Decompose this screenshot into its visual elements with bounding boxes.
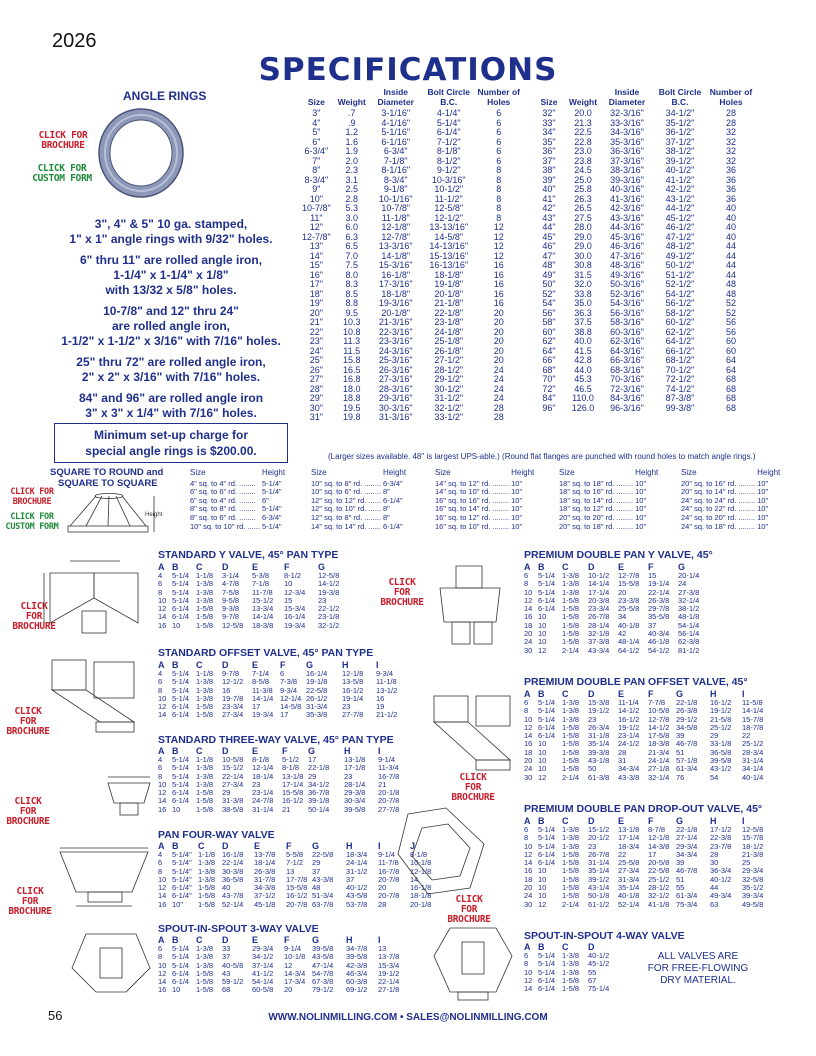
std-y-table: A B C D E F G 4 5-1/4 1-1/8 3-1/4 5-3/8 8-1/2 12-5/8 6 5-1/4 1-3/8 4-7/8 7-1/8 10 14-1/2 8 5-1/4 1-3/8 7-5/8 11-7/8 12-3/4 19-3/8 10 5-1/4 1-3/8 9-5/8 15-1/2 15 23 12 6-1/4 1-5/8 9-3/8 13-3/4 15-3/4 22-1/2 14 6-1/4 1-5/8 9-7/8 14-1/4 16-1/4 23-1/8 16 10 1-5/8 12-5/8 18-3/8 19-3/4 32-1/2	[158, 562, 348, 630]
angle-rings-description: 3", 4" & 5" 10 ga. stamped, 1" x 1" angle rings with 9/32" holes. 6" thru 11" are rolled angle iron, 1-1/4" x 1-1/4" x 1/8" with 13/32 x 5/8" holes. 10-7/8" and 12" thru 24" are rolled angle iron, 1-1/2" x 1-1/2" x 3/16" with 7/16" holes. 25" thru 72" are rolled angle iron, 2" x 2" x 3/16" with 7/16" holes. 84" and 96" are rolled angle iron 3" x 3" x 1/4" with 7/16" holes.	[61, 217, 281, 420]
custom-form-link-angle-rings[interactable]: CLICK FOR CUSTOM FORM	[32, 163, 92, 184]
angle-ring-table-left: Size Weight Inside Diameter Bolt Circle B.C. Number of Holes 3" .7 3-1/16" 4-1/4" 6 4" .9 4-1/16" 5-1/4" 6 5" 1.2 5-1/16" 6-1/4" 6 6" 1.6 6-1/16" 7-1/2" 6 6-3/4" 1.9 6-3/4" 8-1/8" 6 7" 2.0 7-1/8" 8-1/2" 6 8" 2.3 8-1/16" 9-1/2" 8 8-3/4" 3.1 8-3/4" 10-3/16" 8 9" 2.5 9-1/8" 10-1/2" 8 10" 2.8 10-1/16" 11-1/2" 8 10-7/8" 5.3 10-7/8" 12-5/8" 8 11" 3.0 11-1/8" 12-1/2" 8 12" 6.0 12-1/8" 13-13/16" 12 12-7/8" 6.3 12-7/8" 14-5/8" 12 13" 6.5 13-3/16" 14-13/16" 12 14" 7.0 14-1/8" 15-13/16" 12 15" 7.5 15-3/16" 16-13/16" 16 16" 8.0 16-1/8" 18-1/8" 16 17" 8.3 17-3/16" 19-1/8" 16 18" 8.5 18-1/8" 20-1/8" 16 19" 8.8 19-3/16" 21-1/8" 16 20" 9.5 20-1/8" 22-1/8" 20 21" 10.3 21-3/16" 23-1/8" 20 22" 10.8 22-3/16" 24-1/8" 20 23" 11.3 23-3/16" 25-1/8" 20 24" 11.5 24-3/16" 26-1/8" 20 25" 15.8 25-3/16" 27-1/2" 20 26" 16.5 26-3/16" 28-1/2" 24 27" 16.8 27-3/16" 29-1/2" 24 28" 18.0 28-3/16" 30-1/2" 24 29" 18.8 29-3/16" 31-1/2" 24 30" 19.5 30-3/16" 32-1/2" 28 31" 19.8 31-3/16" 33-1/2" 28	[302, 87, 520, 422]
square-table-5: Size Height 20" sq. to 16" rd. ........ 10" 20" sq. to 14" rd. ........ 10" 24" sq. to 24" rd. ........ 10" 24" sq. to 22" rd. ........ 10" 24" sq. to 20" rd. ........ 10" 24" sq. to 18" rd. ........ 10"	[681, 468, 781, 531]
table-row: 31" 19.8 31-3/16" 33-1/2" 28	[309, 412, 504, 422]
spout-four-table: A B C D 6 5-1/4 1-3/8 40-1/2 8 5-1/4 1-3/8 45-1/2 10 5-1/4 1-3/8 55 12 6-1/4 1-5/8 67 14 6-1/4 1-5/8 75-1/4	[524, 942, 618, 993]
prem-y-table: A B C D E F G 6 5-1/4 1-3/8 10-1/2 12-7/8 15 20-1/4 8 5-1/4 1-3/8 14-1/4 15-5/8 19-1/4 24 10 5-1/4 1-3/8 17-1/4 20 22-1/4 27-3/8 12 6-1/4 1-5/8 20-3/8 23-3/8 26-3/8 32-1/4 14 6-1/4 1-5/8 23-3/4 25-5/8 29-7/8 38-1/2 16 10 1-5/8 26-7/8 34 35-5/8 48-1/8 18 10 1-5/8 28-1/4 40-1/8 37 54-1/4 20 10 1-5/8 32-1/8 42 40-3/4 56-1/4 24 10 1-5/8 37-3/8 48-1/4 46-1/8 62-3/8 30 12 2-1/4 43-3/4 64-1/2 54-1/2 81-1/2	[524, 562, 710, 655]
table-row: 20" 9.5 20-1/8" 22-1/8" 20	[309, 307, 504, 318]
table-row: 16 10 1-5/8 12-5/8 18-3/8 19-3/4 32-1/2	[158, 620, 340, 630]
table-row: 8 5-1/4 1-3/8 19-1/2 14-1/2 10-5/8 26-3/8 19-1/2 14-1/4	[524, 706, 764, 716]
prem-drop-valve-drawing	[388, 804, 494, 900]
table-row: 7" 2.0 7-1/8" 8-1/2" 6	[312, 155, 502, 166]
table-row: 43" 27.5 43-3/16" 45-1/2" 40	[542, 212, 736, 223]
table-row: 36" 23.0 36-3/16" 38-1/2" 32	[542, 146, 736, 156]
prem-y-title: PREMIUM DOUBLE PAN Y VALVE, 45°	[524, 549, 713, 561]
std-offset-table: A B C D E F G H I 4 5-1/4 1-1/8 9-7/8 7-1/4 6 16-1/4 12-1/8 9-3/4 6 5-1/4 1-3/8 12-1/2 8-5/8 7-3/8 19-1/8 13-5/8 11-1/8 8 5-1/4 1-3/8 16 11-3/8 9-3/4 22-5/8 16-1/2 13-1/2 10 5-1/4 1-3/8 19-7/8 14-1/4 12-1/4 26-1/2 19-1/4 16 12 6-1/4 1-5/8 23-3/4 17 14-5/8 31-3/4 23 19 14 6-1/4 1-5/8 27-3/4 19-3/4 17 35-3/8 27-7/8 21-1/2	[158, 660, 404, 720]
table-row: 14" 7.0 14-1/8" 15-13/16" 12	[309, 250, 504, 261]
spout-three-valve-drawing	[66, 928, 156, 998]
table-row: 14" sq. to 10" rd. ........ 10"	[435, 487, 523, 497]
prem-offset-table: A B C D E F G H I 6 5-1/4 1-3/8 15-3/8 11-1/4 7-7/8 22-1/8 16-1/2 11-5/8 8 5-1/4 1-3/8 19-1/2 14-1/2 10-5/8 26-3/8 19-1/2 14-1/4 10 5-1/4 1-3/8 23 16-1/2 12-7/8 29-1/2 21-5/8 15-7/8 12 6-1/4 1-5/8 26-3/4 19-1/2 14-1/2 34-5/8 25-1/2 18-7/8 14 6-1/4 1-5/8 31-1/8 23-1/4 17-5/8 39 29 22 16 10 1-5/8 35-1/4 24-1/2 18-3/8 46-7/8 33-1/8 25-1/2 18 10 1-5/8 39-3/8 28 21-3/4 51 36-5/8 28-3/4 20 10 1-5/8 43-1/8 31 24-1/4 57-1/8 39-5/8 31-1/4 24 10 1-5/8 50 34-3/4 27-1/8 61-3/4 43-1/2 34-1/4 30 12 2-1/4 61-3/8 43-3/8 32-1/4 76 54 40-1/4	[524, 689, 772, 782]
table-row: 24" sq. to 18" rd. ........ 10"	[681, 521, 769, 531]
year-label: 2026	[52, 30, 97, 52]
table-row: 24 10 1-5/8 37-3/8 48-1/4 46-1/8 62-3/8	[524, 637, 700, 647]
table-row: 16 10 1-5/8 35-1/4 27-3/4 22-5/8 46-7/8 36-3/4 29-3/4	[524, 866, 764, 876]
table-row: 8 5-1/4" 1-3/8 30-3/8 26-3/8 13 37 31-1/2 16-7/8 12-1/8	[158, 866, 432, 876]
table-row: 5" 1.2 5-1/16" 6-1/4" 6	[312, 127, 502, 137]
table-row: 16 10 1-5/8 68 60-5/8 20 79-1/2 69-1/2 27-1/8	[158, 985, 400, 995]
table-row: 12-7/8" 6.3 12-7/8" 14-5/8" 12	[302, 231, 504, 242]
std-offset-title: STANDARD OFFSET VALVE, 45° PAN TYPE	[158, 647, 374, 659]
table-row: 20 10 1-5/8 43-1/4 35-1/4 28-1/2 55 44 35-1/2	[524, 883, 764, 893]
table-row: 12" sq. to 10" rd. ...... 8"	[311, 504, 390, 514]
table-row: 24" 11.5 24-3/16" 26-1/8" 20	[309, 345, 504, 356]
std-y-title: STANDARD Y VALVE, 45° PAN TYPE	[158, 549, 339, 561]
table-row: 10 5-1/4 1-3/8 9-5/8 15-1/2 15 23	[158, 595, 327, 605]
brochure-link-prem-y[interactable]: CLICK FOR BROCHURE	[380, 577, 424, 608]
table-row: 12 6-1/4 1-5/8 9-3/8 13-3/4 15-3/4 22-1/2	[158, 604, 340, 614]
table-row: 10 5-1/4 1-3/8 40-5/8 37-1/4 12 47-1/4 42-3/8 15-3/4	[158, 960, 400, 970]
table-row: 26" 16.5 26-3/16" 28-1/2" 24	[309, 364, 504, 375]
table-row: 10" sq. to 8" rd. ........ 6-3/4"	[311, 478, 403, 488]
table-row: 6 5-1/4 1-3/8 40-1/2	[524, 951, 610, 960]
table-row: 8 5-1/4 1-3/8 22-1/4 18-1/4 13-1/8 29 23 16-7/8	[158, 771, 400, 781]
table-row: 29" 18.8 29-3/16" 31-1/2" 24	[309, 393, 504, 403]
brochure-link-pan-four[interactable]: CLICK FOR BROCHURE	[8, 886, 52, 917]
table-row: 18" sq. to 12" rd. ........ 10"	[559, 504, 647, 514]
angle-ring-image	[96, 107, 186, 199]
table-row: 6 5-1/4 1-3/8 10-1/2 12-7/8 15 20-1/4	[524, 571, 700, 580]
brochure-link-std-y[interactable]: CLICK FOR BROCHURE	[12, 601, 56, 632]
table-row: 4" .9 4-1/16" 5-1/4" 6	[312, 117, 502, 128]
table-row: 12" sq. to 8" rd. ........ 8"	[311, 512, 390, 522]
table-row: 3" .7 3-1/16" 4-1/4" 6	[312, 108, 502, 118]
std-offset-valve-drawing	[44, 652, 144, 736]
std-y-valve-drawing	[40, 553, 148, 641]
table-row: 24" sq. to 22" rd. ........ 10"	[681, 504, 769, 514]
table-row: 35" 22.8 35-3/16" 37-1/2" 32	[542, 136, 736, 147]
table-row: 16 10 1-5/8 35-1/4 24-1/2 18-3/8 46-7/8 33-1/8 25-1/2	[524, 739, 764, 749]
spout-three-table: A B C D E F G H I 6 5-1/4 1-3/8 33 29-3/4 9-1/4 39-5/8 34-7/8 13 8 5-1/4 1-3/8 37 34-1/2 10-1/8 43-5/8 39-5/8 13-7/8 10 5-1/4 1-3/8 40-5/8 37-1/4 12 47-1/4 42-3/8 15-3/4 12 6-1/4 1-5/8 43 41-1/2 14-3/4 54-7/8 46-3/4 19-1/2 14 6-1/4 1-5/8 59-1/2 54-1/4 17-3/4 67-3/8 60-3/8 22-1/4 16 10 1-5/8 68 60-5/8 20 79-1/2 69-1/2 27-1/8	[158, 935, 406, 995]
table-row: 4 5-1/4 1-1/8 3-1/4 5-3/8 8-1/2 12-5/8	[158, 571, 340, 580]
table-row: 14 6-1/4 1-5/8 23-3/4 25-5/8 29-7/8 38-1/2	[524, 604, 700, 614]
table-row: 8" sq. to 6" rd. ........ 6-3/4"	[190, 512, 282, 522]
table-row: 16" sq. to 12" rd. ........ 10"	[435, 512, 523, 522]
pan-four-title: PAN FOUR-WAY VALVE	[158, 829, 275, 841]
table-row: 16" 8.0 16-1/8" 18-1/8" 16	[309, 269, 504, 280]
table-row: 4" sq. to 4" rd. ........ 5-1/4"	[190, 478, 282, 488]
table-row: 8 5-1/4 1-3/8 7-5/8 11-7/8 12-3/4 19-3/8	[158, 587, 340, 597]
table-row: 18" sq. to 14" rd. ........ 10"	[559, 495, 647, 505]
table-row: 22" 10.8 22-3/16" 24-1/8" 20	[309, 326, 504, 337]
table-row: 15" 7.5 15-3/16" 16-13/16" 16	[309, 260, 504, 270]
page-title: SPECIFICATIONS	[258, 52, 558, 88]
angle-ring-note: (Larger sizes available. 48" is largest UPS-able.) (Round flat flanges are punched with round holes to match angle rings.)	[328, 452, 756, 461]
table-row: 12" sq. to 12" rd. ...... 6-1/4"	[311, 495, 403, 505]
table-row: 17" 8.3 17-3/16" 19-1/8" 16	[309, 279, 504, 289]
table-row: 12 6-1/4 1-5/8 20-3/8 23-3/8 26-3/8 32-1/4	[524, 595, 700, 605]
table-row: 42" 26.5 42-3/16" 44-1/2" 40	[542, 203, 736, 213]
pan-four-table: A B C D E F G H I J 4 5-1/4" 1-1/8 16-1/8 13-7/8 5-5/8 22-5/8 18-3/4 9-1/4 8-1/8 6 5-1/4" 1-3/8 22-1/4 18-1/4 7-1/2 29 24-1/4 11-7/8 10-1/8 8 5-1/4" 1-3/8 30-3/8 26-3/8 13 37 31-1/2 16-7/8 12-1/8 10 5-1/4" 1-3/8 36-5/8 31-7/8 17-7/8 43-3/8 37 20-7/8 14 12 6-1/4" 1-5/8 40 34-3/8 15-5/8 48 40-1/2 20 16-1/8 14 6-1/4" 1-5/8 43-7/8 37-1/2 16-1/2 51-3/4 43-5/8 20-7/8 18-1/8 16 10" 1-5/8 52-1/4 45-1/8 20-7/8 63-7/8 53-7/8 28 20-1/8	[158, 841, 438, 909]
table-row: 6" sq. to 6" rd. ........ 5-1/4"	[190, 487, 282, 497]
brochure-link-std-offset[interactable]: CLICK FOR BROCHURE	[6, 706, 50, 737]
table-row: 16" sq. to 14" rd. ........ 10"	[435, 504, 523, 514]
table-row: 23" 11.3 23-3/16" 25-1/8" 20	[309, 336, 504, 346]
table-row: 12" 6.0 12-1/8" 13-13/16" 12	[309, 222, 504, 232]
table-row: 6" 1.6 6-1/16" 7-1/2" 6	[312, 136, 502, 147]
square-table-2: Size Height 10" sq. to 8" rd. ........ 6-3/4" 10" sq. to 6" rd. ........ 8" 12" sq. to 12" rd. ...... 6-1/4" 12" sq. to 10" rd. ...... 8" 12" sq. to 8" rd. ........ 8" 14" sq. to 14" rd. ...... 6-1/4"	[311, 468, 407, 531]
std-three-valve-drawing	[104, 773, 154, 819]
table-row: 12 6-1/4 1-5/8 67	[524, 975, 597, 985]
table-row: 24" sq. to 24" rd. ........ 10"	[681, 495, 769, 505]
prem-drop-table: A B C D E F G H I 6 5-1/4 1-3/8 15-1/2 13-1/8 8-7/8 22-1/8 17-1/2 12-5/8 8 5-1/4 1-3/8 20-1/2 17-1/4 12-1/8 27-1/4 22-3/8 15-7/8 10 5-1/4 1-3/8 23 18-3/4 14-3/8 29-3/4 23-7/8 18-1/2 12 6-1/4 1-5/8 26-7/8 22 17 34-3/4 28 21-3/8 14 6-1/4 1-5/8 31-1/4 25-5/8 20-5/8 39 30 25 16 10 1-5/8 35-1/4 27-3/4 22-5/8 46-7/8 36-3/4 29-3/4 18 10 1-5/8 39-1/2 31-3/4 25-1/2 51 40-1/2 32-5/8 20 10 1-5/8 43-1/4 35-1/4 28-1/2 55 44 35-1/2 24 10 1-5/8 50-1/8 40-1/8 32-1/2 61-3/4 49-3/4 39-3/4 30 12 2-1/4 61-1/2 52-1/4 41-1/8 75-3/4 63 49-5/8	[524, 816, 772, 909]
table-row: 38" 24.5 38-3/16" 40-1/2" 36	[542, 165, 736, 175]
brochure-link-angle-rings[interactable]: CLICK FOR BROCHURE	[38, 130, 88, 151]
table-row: 14 6-1/4" 1-5/8 43-7/8 37-1/2 16-1/2 51-3/4 43-5/8 20-7/8 18-1/8	[158, 891, 432, 901]
table-row: 10 5-1/4 1-3/8 55	[524, 967, 597, 977]
angle-ring-table-right: Size Weight Inside Diameter Bolt Circle B.C. Number of Holes 32" 20.0 32-3/16" 34-1/2" 28 33" 21.3 33-3/16" 35-1/2" 28 34" 22.5 34-3/16" 36-1/2" 32 35" 22.8 35-3/16" 37-1/2" 32 36" 23.0 36-3/16" 38-1/2" 32 37" 23.8 37-3/16" 39-1/2" 32 38" 24.5 38-3/16" 40-1/2" 36 39" 25.0 39-3/16" 41-1/2" 36 40" 25.8 40-3/16" 42-1/2" 36 41" 26.3 41-3/16" 43-1/2" 36 42" 26.5 42-3/16" 44-1/2" 40 43" 27.5 43-3/16" 45-1/2" 40 44" 28.0 44-3/16" 46-1/2" 40 45" 29.0 45-3/16" 47-1/2" 40 46" 29.0 46-3/16" 48-1/2" 44 47" 30.0 47-3/16" 49-1/2" 44 48" 30.8 48-3/16" 50-1/2" 44 49" 31.5 49-3/16" 51-1/2" 44 50" 32.0 50-3/16" 52-1/2" 48 52" 33.8 52-3/16" 54-1/2" 48 54" 35.0 54-3/16" 56-1/2" 52 56" 36.3 56-3/16" 58-1/2" 52 58" 37.5 58-3/16" 60-1/2" 56 60" 38.8 60-3/16" 62-1/2" 56 62" 40.0 62-3/16" 64-1/2" 60 64" 41.5 64-3/16" 66-1/2" 60 66" 42.8 66-3/16" 68-1/2" 64 68" 44.0 68-3/16" 70-1/2" 64 70" 45.3 70-3/16" 72-1/2" 68 72" 46.5 72-3/16" 74-1/2" 68 84" 110.0 84-3/16" 87-3/8" 68 96" 126.0 96-3/16" 99-3/8" 68	[534, 88, 754, 413]
table-row: 6-3/4" 1.9 6-3/4" 8-1/8" 6	[304, 146, 502, 156]
brochure-link-square[interactable]: CLICK FOR BROCHURE	[10, 487, 54, 507]
table-row: 10 5-1/4 1-3/8 23 18-3/4 14-3/8 29-3/4 23-7/8 18-1/2	[524, 841, 764, 851]
table-row: 32" 20.0 32-3/16" 34-1/2" 28	[542, 108, 736, 118]
table-row: 6 5-1/4 1-3/8 12-1/2 8-5/8 7-3/8 19-1/8 13-5/8 11-1/8	[158, 677, 397, 687]
table-row: 14 6-1/4 1-5/8 59-1/2 54-1/4 17-3/4 67-3/8 60-3/8 22-1/4	[158, 977, 400, 987]
table-row: 12 6-1/4 1-5/8 43 41-1/2 14-3/4 54-7/8 46-3/4 19-1/2	[158, 968, 400, 978]
table-row: 49" 31.5 49-3/16" 51-1/2" 44	[542, 269, 736, 280]
square-table-4: Size Height 18" sq. to 18" rd. ........ 10" 18" sq. to 16" rd. ........ 10" 18" sq. to 14" rd. ........ 10" 18" sq. to 12" rd. ........ 10" 20" sq. to 20" rd. ........ 10" 20" sq. to 18" rd. ........ 10"	[559, 468, 659, 531]
square-table-1: Size Height 4" sq. to 4" rd. ........ 5-1/4" 6" sq. to 6" rd. ........ 5-1/4" 6" sq. to 4" rd. ........ 6" 8" sq. to 8" rd. ........ 5-1/4" 8" sq. to 6" rd. ........ 6-3/4" 10" sq. to 10" rd. ...... 5-1/4"	[190, 468, 286, 531]
table-row: 24" sq. to 20" rd. ........ 10"	[681, 512, 769, 522]
table-row: 18 10 1-5/8 39-1/2 31-3/4 25-1/2 51 40-1/2 32-5/8	[524, 874, 764, 884]
table-row: 14" sq. to 14" rd. ...... 6-1/4"	[311, 521, 403, 531]
table-row: 21" 10.3 21-3/16" 23-1/8" 20	[309, 317, 504, 327]
table-row: 10 5-1/4 1-3/8 19-7/8 14-1/4 12-1/4 26-1/2 19-1/4 16	[158, 693, 385, 703]
table-row: 4 5-1/4 1-1/8 10-5/8 8-1/8 5-1/2 17 13-1/8 9-1/4	[158, 755, 396, 764]
table-row: 8-3/4" 3.1 8-3/4" 10-3/16" 8	[304, 174, 502, 185]
table-row: 30 12 2-1/4 61-1/2 52-1/4 41-1/8 75-3/4 63 49-5/8	[524, 899, 764, 909]
table-row: 45" 29.0 45-3/16" 47-1/2" 40	[542, 231, 736, 242]
min-charge-box: Minimum set-up charge for special angle rings is $200.00.	[54, 423, 288, 463]
table-row: 24 10 1-5/8 50-1/8 40-1/8 32-1/2 61-3/4 49-3/4 39-3/4	[524, 891, 764, 901]
table-row: 30" 19.5 30-3/16" 32-1/2" 28	[309, 402, 504, 413]
table-row: 46" 29.0 46-3/16" 48-1/2" 44	[542, 241, 736, 251]
table-row: 34" 22.5 34-3/16" 36-1/2" 32	[542, 127, 736, 137]
table-row: 70" 45.3 70-3/16" 72-1/2" 68	[542, 374, 736, 384]
table-row: 10 5-1/4 1-3/8 27-3/4 23 17-1/4 34-1/2 28-1/4 21	[158, 779, 387, 789]
table-row: 8" sq. to 8" rd. ........ 5-1/4"	[190, 504, 282, 514]
table-row: 14 6-1/4 1-5/8 31-3/8 24-7/8 16-1/2 39-1/8 30-3/4 20-7/8	[158, 796, 400, 806]
table-row: 8 5-1/4 1-3/8 16 11-3/8 9-3/4 22-5/8 16-1/2 13-1/2	[158, 685, 398, 695]
table-row: 6" sq. to 4" rd. ........ 6"	[190, 495, 269, 505]
spout-three-title: SPOUT-IN-SPOUT 3-WAY VALVE	[158, 923, 319, 935]
page-number: 56	[48, 1008, 63, 1023]
table-row: 10 5-1/4 1-3/8 17-1/4 20 22-1/4 27-3/8	[524, 587, 700, 597]
table-row: 44" 28.0 44-3/16" 46-1/2" 40	[542, 222, 736, 232]
table-row: 18" sq. to 16" rd. ........ 10"	[559, 487, 647, 497]
table-row: 24 10 1-5/8 50 34-3/4 27-1/8 61-3/4 43-1/2 34-1/4	[524, 764, 764, 774]
square-table-3: Size Height 14" sq. to 12" rd. ........ 10" 14" sq. to 10" rd. ........ 10" 16" sq. to 16" rd. ........ 10" 16" sq. to 14" rd. ........ 10" 16" sq. to 12" rd. ........ 10" 16" sq. to 10" rd. ........ 10"	[435, 468, 535, 531]
table-row: 6 5-1/4 1-3/8 15-3/8 11-1/4 7-7/8 22-1/8 16-1/2 11-5/8	[524, 698, 763, 707]
table-row: 10 5-1/4" 1-3/8 36-5/8 31-7/8 17-7/8 43-3/8 37 20-7/8 14	[158, 874, 419, 884]
table-row: 20" sq. to 18" rd. ........ 10"	[559, 521, 647, 531]
pan-four-valve-drawing	[52, 842, 156, 922]
height-label: Height	[145, 512, 163, 518]
table-row: 72" 46.5 72-3/16" 74-1/2" 68	[542, 383, 736, 394]
square-to-round-heading: SQUARE TO ROUND and SQUARE TO SQUARE	[50, 467, 164, 489]
table-row: 14 6-1/4 1-5/8 31-1/8 23-1/4 17-5/8 39 29 22	[524, 731, 751, 741]
spout-four-title: SPOUT-IN-SPOUT 4-WAY VALVE	[524, 930, 685, 942]
brochure-link-prem-offset[interactable]: CLICK FOR BROCHURE	[451, 772, 495, 803]
table-row: 4 5-1/4" 1-1/8 16-1/8 13-7/8 5-5/8 22-5/8 18-3/4 9-1/4 8-1/8	[158, 850, 428, 859]
prem-y-valve-drawing	[426, 562, 516, 654]
table-row: 13" 6.5 13-3/16" 14-13/16" 12	[309, 241, 504, 251]
table-row: 12 6-1/4" 1-5/8 40 34-3/8 15-5/8 48 40-1/2 20 16-1/8	[158, 883, 432, 893]
table-row: 25" 15.8 25-3/16" 27-1/2" 20	[309, 355, 504, 365]
table-row: 10 5-1/4 1-3/8 23 16-1/2 12-7/8 29-1/2 21-5/8 15-7/8	[524, 714, 764, 724]
table-row: 14 6-1/4 1-5/8 9-7/8 14-1/4 16-1/4 23-1/8	[158, 612, 340, 622]
angle-rings-heading: ANGLE RINGS	[123, 89, 207, 103]
table-row: 12 6-1/4 1-5/8 26-3/4 19-1/2 14-1/2 34-5/8 25-1/2 18-7/8	[524, 722, 764, 732]
table-row: 18 10 1-5/8 39-3/8 28 21-3/4 51 36-5/8 28-3/4	[524, 747, 764, 757]
table-row: 4 5-1/4 1-1/8 9-7/8 7-1/4 6 16-1/4 12-1/8 9-3/4	[158, 669, 394, 678]
table-row: 20" sq. to 14" rd. ........ 10"	[681, 487, 769, 497]
table-row: 6 5-1/4 1-3/8 15-1/2 12-1/4 8-1/8 22-1/8 17-1/8 11-3/4	[158, 763, 399, 773]
table-row: 10-7/8" 5.3 10-7/8" 12-5/8" 8	[302, 203, 502, 213]
table-row: 20 10 1-5/8 32-1/8 42 40-3/4 56-1/4	[524, 629, 700, 639]
table-row: 6 5-1/4" 1-3/8 22-1/4 18-1/4 7-1/2 29 24-1/4 11-7/8 10-1/8	[158, 858, 432, 868]
table-row: 64" 41.5 64-3/16" 66-1/2" 60	[542, 345, 736, 356]
table-row: 30 12 2-1/4 61-3/8 43-3/8 32-1/4 76 54 40-1/4	[524, 772, 764, 782]
table-row: 11" 3.0 11-1/8" 12-1/2" 8	[310, 212, 502, 223]
table-row: 14" sq. to 12" rd. ........ 10"	[435, 478, 523, 488]
table-row: 8 5-1/4 1-3/8 14-1/4 15-5/8 19-1/4 24	[524, 579, 687, 589]
table-row: 56" 36.3 56-3/16" 58-1/2" 52	[542, 307, 736, 318]
prem-offset-title: PREMIUM DOUBLE PAN OFFSET VALVE, 45°	[524, 676, 748, 688]
table-row: 41" 26.3 41-3/16" 43-1/2" 36	[542, 193, 736, 204]
prem-drop-title: PREMIUM DOUBLE PAN DROP-OUT VALVE, 45°	[524, 803, 763, 815]
table-row: 14 6-1/4 1-5/8 31-1/4 25-5/8 20-5/8 39 30 25	[524, 858, 751, 868]
table-row: 16 10 1-5/8 26-7/8 34 35-5/8 48-1/8	[524, 612, 700, 622]
table-row: 28" 18.0 28-3/16" 30-1/2" 24	[309, 383, 504, 394]
table-row: 8 5-1/4 1-3/8 37 34-1/2 10-1/8 43-5/8 39-5/8 13-7/8	[158, 952, 400, 962]
table-row: 54" 35.0 54-3/16" 56-1/2" 52	[542, 298, 736, 308]
table-row: 14 6-1/4 1-5/8 27-3/4 19-3/4 17 35-3/8 27-7/8 21-1/2	[158, 710, 398, 720]
table-row: 16" sq. to 10" rd. ........ 10"	[435, 521, 523, 531]
table-row: 14 6-1/4 1-5/8 75-1/4	[524, 984, 610, 994]
table-row: 18" 8.5 18-1/8" 20-1/8" 16	[309, 288, 504, 299]
table-row: 30 12 2-1/4 43-3/4 64-1/2 54-1/2 81-1/2	[524, 645, 700, 655]
brochure-link-prem-drop[interactable]: CLICK FOR BROCHURE	[447, 894, 491, 925]
table-row: 84" 110.0 84-3/16" 87-3/8" 68	[542, 393, 736, 403]
table-row: 40" 25.8 40-3/16" 42-1/2" 36	[542, 184, 736, 194]
table-row: 50" 32.0 50-3/16" 52-1/2" 48	[542, 279, 736, 289]
table-row: 58" 37.5 58-3/16" 60-1/2" 56	[542, 317, 736, 327]
table-row: 10" sq. to 10" rd. ...... 5-1/4"	[190, 521, 282, 531]
table-row: 6 5-1/4 1-3/8 15-1/2 13-1/8 8-7/8 22-1/8 17-1/2 12-5/8	[524, 825, 764, 834]
table-row: 16" sq. to 16" rd. ........ 10"	[435, 495, 523, 505]
table-row: 8" 2.3 8-1/16" 9-1/2" 8	[312, 165, 502, 175]
table-row: 16 10 1-5/8 38-5/8 31-1/4 21 50-1/4 39-5/8 27-7/8	[158, 804, 400, 814]
table-row: 10" 2.8 10-1/16" 11-1/2" 8	[309, 193, 502, 204]
table-row: 8 5-1/4 1-3/8 45-1/2	[524, 959, 610, 969]
table-row: 12 6-1/4 1-5/8 23-3/4 17 14-5/8 31-3/4 23 19	[158, 702, 385, 712]
table-row: 20 10 1-5/8 43-1/8 31 24-1/4 57-1/8 39-5/8 31-1/4	[524, 756, 764, 766]
table-row: 16 10" 1-5/8 52-1/4 45-1/8 20-7/8 63-7/8 53-7/8 28 20-1/8	[158, 899, 432, 909]
table-row: 27" 16.8 27-3/16" 29-1/2" 24	[309, 374, 504, 384]
table-row: 33" 21.3 33-3/16" 35-1/2" 28	[542, 117, 736, 128]
table-row: 68" 44.0 68-3/16" 70-1/2" 64	[542, 364, 736, 375]
table-row: 66" 42.8 66-3/16" 68-1/2" 64	[542, 355, 736, 365]
table-row: 37" 23.8 37-3/16" 39-1/2" 32	[542, 155, 736, 166]
table-row: 39" 25.0 39-3/16" 41-1/2" 36	[542, 174, 736, 185]
table-row: 19" 8.8 19-3/16" 21-1/8" 16	[309, 298, 504, 308]
table-row: 6 5-1/4 1-3/8 33 29-3/4 9-1/4 39-5/8 34-7/8 13	[158, 944, 387, 953]
table-row: 18 10 1-5/8 28-1/4 40-1/8 37 54-1/4	[524, 620, 700, 630]
table-row: 8 5-1/4 1-3/8 20-1/2 17-1/4 12-1/8 27-1/4 22-3/8 15-7/8	[524, 833, 764, 843]
std-three-title: STANDARD THREE-WAY VALVE, 45° PAN TYPE	[158, 734, 394, 746]
table-row: 20" sq. to 16" rd. ........ 10"	[681, 478, 769, 488]
table-row: 96" 126.0 96-3/16" 99-3/8" 68	[542, 402, 736, 413]
table-row: 20" sq. to 20" rd. ........ 10"	[559, 512, 647, 522]
table-row: 10" sq. to 6" rd. ........ 8"	[311, 487, 390, 497]
table-row: 9" 2.5 9-1/8" 10-1/2" 8	[312, 184, 502, 194]
custom-form-link-square[interactable]: CLICK FOR CUSTOM FORM	[5, 512, 59, 532]
footer-contact[interactable]: WWW.NOLINMILLING.COM • SALES@NOLINMILLING.COM	[268, 1012, 548, 1023]
std-three-table: A B C D E F G H I 4 5-1/4 1-1/8 10-5/8 8-1/8 5-1/2 17 13-1/8 9-1/4 6 5-1/4 1-3/8 15-1/2 12-1/4 8-1/8 22-1/8 17-1/8 11-3/4 8 5-1/4 1-3/8 22-1/4 18-1/4 13-1/8 29 23 16-7/8 10 5-1/4 1-3/8 27-3/4 23 17-1/4 34-1/2 28-1/4 21 12 6-1/4 1-5/8 29 23-1/4 15-5/8 36-7/8 29-3/8 20-1/8 14 6-1/4 1-5/8 31-3/8 24-7/8 16-1/2 39-1/8 30-3/4 20-7/8 16 10 1-5/8 38-5/8 31-1/4 21 50-1/4 39-5/8 27-7/8	[158, 746, 406, 814]
all-valves-note: ALL VALVES ARE FOR FREE-FLOWING DRY MATERIAL.	[647, 951, 749, 986]
prem-offset-valve-drawing	[428, 690, 516, 774]
table-row: 62" 40.0 62-3/16" 64-1/2" 60	[542, 336, 736, 346]
table-row: 12 6-1/4 1-5/8 26-7/8 22 17 34-3/4 28 21-3/8	[524, 849, 764, 859]
table-row: 12 6-1/4 1-5/8 29 23-1/4 15-5/8 36-7/8 29-3/8 20-1/8	[158, 788, 400, 798]
table-row: 48" 30.8 48-3/16" 50-1/2" 44	[542, 260, 736, 270]
table-row: 52" 33.8 52-3/16" 54-1/2" 48	[542, 288, 736, 299]
brochure-link-std-three[interactable]: CLICK FOR BROCHURE	[6, 796, 50, 827]
spout-four-valve-drawing	[428, 922, 518, 1004]
table-row: 60" 38.8 60-3/16" 62-1/2" 56	[542, 326, 736, 337]
table-row: 18" sq. to 18" rd. ........ 10"	[559, 478, 647, 488]
table-row: 6 5-1/4 1-3/8 4-7/8 7-1/8 10 14-1/2	[158, 579, 340, 589]
table-row: 47" 30.0 47-3/16" 49-1/2" 44	[542, 250, 736, 261]
